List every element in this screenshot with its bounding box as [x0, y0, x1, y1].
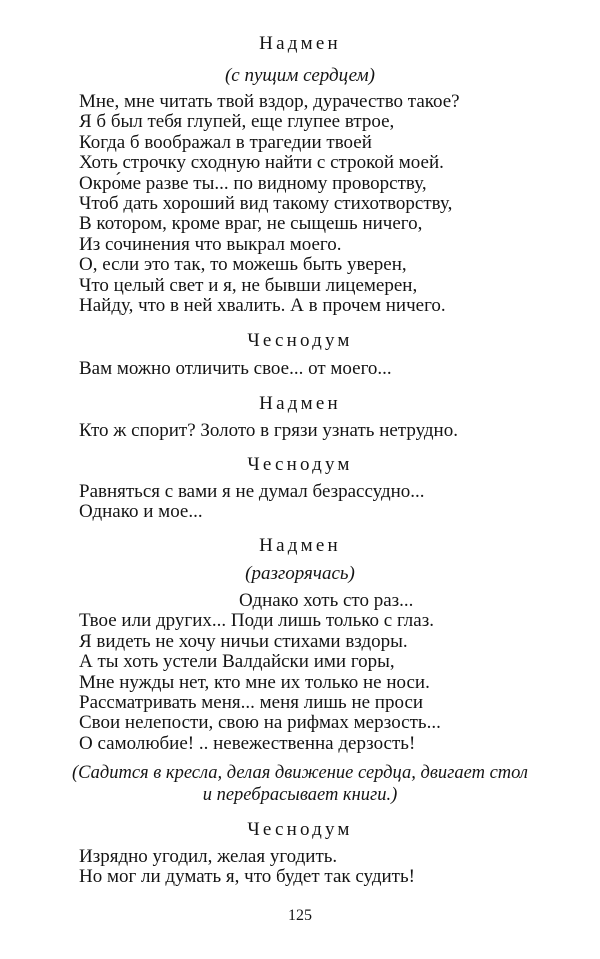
page-footer: [0, 906, 600, 926]
speech-block-chesnodum-1: [0, 330, 600, 352]
verse-line: Но мог ли думать я, что будет так судить!: [79, 866, 415, 888]
verse-line: Кто ж спорит? Золото в грязи узнать нетрудно.: [79, 420, 458, 441]
verse-lines: [0, 92, 600, 316]
verse-line: Хоть строчку сходную найти с строкой моей.: [79, 152, 444, 174]
verse-lines: [0, 591, 600, 754]
verse-line: Окро́ме разве ты... по видному проворству,: [79, 172, 427, 194]
verse-line: Я видеть не хочу ничьи стихами вздоры.: [79, 630, 408, 652]
stage-direction-text: (с пущим сердцем): [224, 65, 376, 86]
speaker-name: Надмен: [259, 393, 341, 414]
verse-line: Из сочинения что выкрал моего.: [79, 233, 342, 255]
verse-line: Однако и мое...: [79, 501, 203, 523]
verse-line: Когда б воображал в трагедии твоей: [79, 131, 372, 153]
verse-line: Мне, мне читать твой вздор, дурачество такое?: [79, 91, 460, 112]
stage-remark-line: (Садится в кресла, делая движение сердца, двигает стол: [72, 763, 528, 783]
verse-line: Твое или других... Поди лишь только с глаз.: [79, 610, 434, 632]
verse-line: А ты хоть устели Валдайски ими горы,: [79, 651, 395, 673]
verse-line: Что целый свет и я, не бывши лицемерен,: [79, 274, 418, 296]
verse-line: Изрядно угодил, желая угодить.: [79, 846, 338, 867]
stage-direction-text: (разгорячась): [245, 563, 355, 584]
stage-direction: [0, 65, 600, 87]
speaker-name: Чеснодум: [247, 454, 353, 475]
verse-line: Чтоб дать хороший вид такому стихотворству,: [79, 193, 453, 215]
verse-line: О, если это так, то можешь быть уверен,: [79, 254, 407, 276]
verse-line: Рассматривать меня... меня лишь не проси: [79, 692, 424, 714]
verse-lines: [0, 847, 600, 888]
speech-block-chesnodum-2: [0, 454, 600, 476]
speech-block-chesnodum-3: [0, 819, 600, 841]
verse-line: Свои нелепости, свою на рифмах мерзость...: [79, 712, 441, 734]
stage-direction: [0, 563, 600, 585]
verse-line: Найду, что в ней хвалить. А в прочем ничего.: [79, 295, 446, 317]
verse-line: Равняться с вами я не думал безрассудно...: [79, 481, 425, 502]
verse-line: В котором, кроме враг, не сыщешь ничего,: [79, 213, 423, 235]
verse-line: Мне нужды нет, кто мне их только не носи.: [79, 671, 430, 693]
page-number: 125: [288, 907, 312, 924]
speech-block-nadmen-1: [0, 33, 600, 55]
verse-line: О самолюбие! .. невежественна дерзость!: [79, 732, 416, 754]
verse-lines: [0, 359, 600, 379]
speaker-name: Надмен: [259, 535, 341, 556]
speech-block-nadmen-2: [0, 393, 600, 415]
speech-block-nadmen-3: [0, 535, 600, 557]
stage-remark: [0, 762, 600, 806]
speaker-name: Надмен: [259, 33, 341, 54]
verse-lines: [0, 482, 600, 523]
verse-line-continuation: Однако хоть сто раз...: [239, 590, 414, 611]
verse-lines: [0, 421, 600, 441]
speaker-name: Чеснодум: [247, 819, 353, 840]
verse-line: Вам можно отличить свое... от моего...: [79, 358, 392, 379]
speaker-name: Чеснодум: [247, 330, 353, 351]
verse-line: Я б был тебя глупей, еще глупее втрое,: [79, 111, 395, 133]
stage-remark-line: и перебрасывает книги.): [202, 785, 398, 805]
